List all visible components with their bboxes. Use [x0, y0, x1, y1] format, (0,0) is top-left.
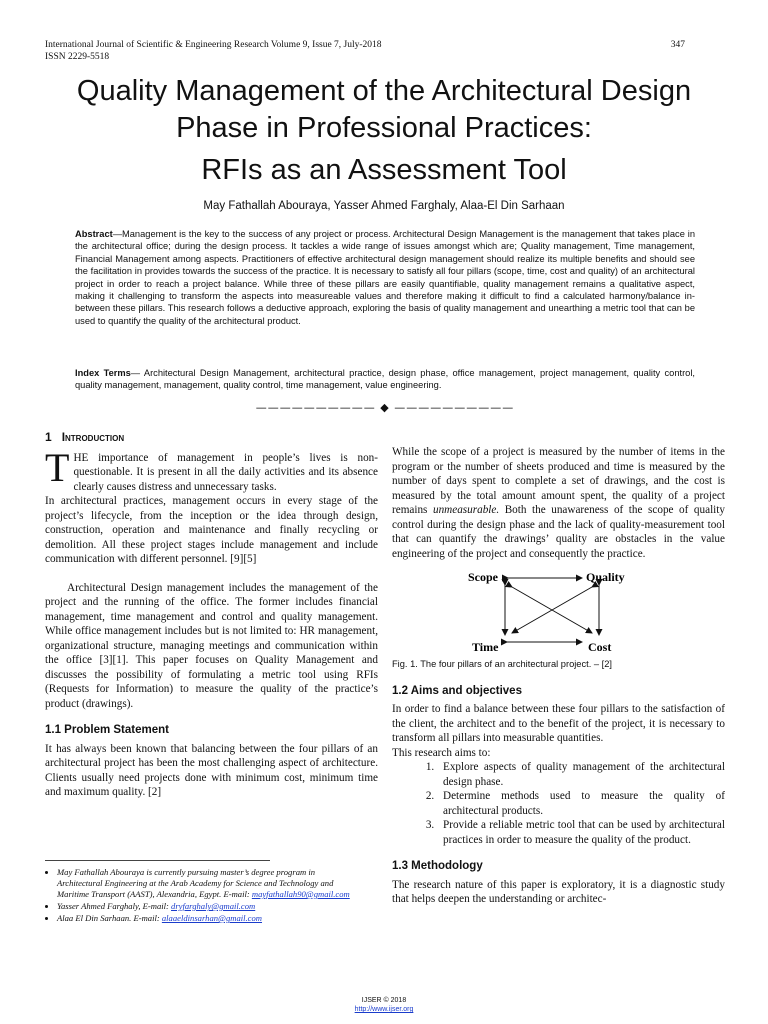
label-scope: Scope [468, 570, 498, 584]
copyright: IJSER © 2018 [361, 997, 407, 1004]
intro-heading [45, 430, 378, 445]
emphasis-unmeasurable: unmeasurable. [432, 504, 500, 516]
email-link[interactable]: alaaeldinsarhan@gmail.com [161, 913, 263, 923]
abstract [75, 228, 695, 327]
section-divider: —————————— ◆ —————————— [255, 401, 515, 414]
list-item: 3. Provide a reliable metric tool that can be used by architectural practices in order to measure the quality of the product. [437, 818, 725, 847]
label-time: Time [472, 640, 499, 654]
issn: ISSN 2229-5518 [45, 52, 110, 62]
journal-name: International Journal of Scientific & Engineering Research Volume 9, Issue 7, July-2018 [45, 40, 382, 50]
scope-paragraph: While the scope of a project is measured by the number of items in the program or the number of sheets produced and time is measured by the number of days spent to complete a set of drawings, and the cost is measured by the total amount amount spent, the quality of a project remains unmeasurable. Both the unawareness of the scope of quality control during the design phase and the lack of quality-measurement tool that can quantify the drawings’ quality are obstacles in the value engineering of the project and consequently the practice. [392, 446, 725, 560]
figure-caption: Fig. 1. The four pillars of an architectural project. – [2] [392, 659, 612, 669]
intro-number: 1 [45, 430, 52, 444]
aims-lead: This research aims to: [392, 746, 491, 759]
page-footer [300, 996, 468, 1014]
aims-heading: 1.2 Aims and objectives [392, 684, 522, 697]
aims-list [392, 760, 725, 847]
page-number: 347 [670, 40, 685, 50]
left-column [45, 430, 378, 800]
email-link[interactable]: dryfarghaly@gmail.com [171, 901, 256, 911]
title-line-1: Quality Management of the Architectural Design [76, 75, 692, 107]
running-head [45, 39, 685, 63]
label-cost: Cost [588, 640, 612, 654]
label-quality: Quality [586, 570, 625, 584]
four-pillars-diagram [392, 569, 725, 655]
footnote-rule [45, 860, 270, 861]
footnote-item: • Alaa El Din Sarhaan. E-mail: alaaeldinsarhan@gmail.com [57, 913, 355, 924]
paper-title [30, 73, 738, 189]
intro-paragraph-3: Architectural Design management includes the management of the project and the running of the office. The former includes financial management, time management and control and quality management. While office management includes but is not limited to: HR management, organizational structure, managing meetings and communication within the office [3][1]. This paper focuses on Quality Management and discusses the possibility of formulating a metric tool using RFIs (Requests for Information) to measure the quality of the practice’s product (drawings). [45, 581, 378, 710]
footnote-item: • Yasser Ahmed Farghaly, E-mail: dryfarghaly@gmail.com [57, 901, 355, 912]
email-link[interactable]: mayfathallah90@gmail.com [251, 889, 350, 899]
methodology-heading: 1.3 Methodology [392, 860, 483, 872]
index-terms-text: — Architectural Design Management, architectural practice, design phase, office management, project management, quality control, quality management, management, quality control, time management, value engineering. [75, 368, 695, 391]
problem-heading: 1.1 Problem Statement [45, 724, 169, 736]
footnote-item: • May Fathallah Abouraya is currently pursuing master’s degree program in Architectural Engineering at the Arab Academy for Science and Technology and Maritime Transport (AAST), Alexandria, Egypt. E-mail: mayfathallah90@gmail.com [57, 867, 355, 900]
problem-paragraph: It has always been known that balancing between the four pillars of an architectural project has been the most challenging aspect of architecture. Clients usually need projects done with minimum cost, minimum time and maximum quality. [2] [45, 742, 378, 798]
aims-paragraph: In order to find a balance between these four pillars to the satisfaction of the client, the architect and to the benefit of the project, it is necessary to transform all pillars into measurable quantities. [392, 703, 725, 744]
intro-paragraph-1: THE importance of management in people’s lives is non-questionable. It is present in all the daily activities and its absence clearly causes distress and unnecessary tasks. [45, 444, 378, 493]
author-list: May Fathallah Abouraya, Yasser Ahmed Farghaly, Alaa-El Din Sarhaan [203, 200, 565, 212]
abstract-text: —Management is the key to the success of any project or process. Architectural Design Management is the management that takes place in the architectural office; during the design process. It tackles a wide range of issues amongst which are; Quality management, Time management, Financial Management among aspects. Practitioners of effective architectural design management should realize its multiple benefits and should see the facilitation in provides towards the success of the practice. It is necessary to satisfy all four pillars (scope, time, cost and quality) of an architectural project in order to reach a project balance. While three of these pillars are easily quantifiable, quality management remains a qualitative aspect, making it challenging to transform the aspects into measureable values and therefore making it difficult to find a calculated harmony/balance in-between these pillars. This research follows a deductive approach, exploring the basis of quality management and unearthing a metric tool that can be used to quantify the quality of the architectural product. [75, 229, 695, 326]
intro-paragraph-2: In architectural practices, management occurs in every stage of the project’s lifecycle, from the inception or the idea through design, construction, operation and maintenance and finally recycling or demolition. All these project stages include management and include communication with different personnel. [9][5] [45, 495, 378, 565]
four-pillars-figure [392, 569, 725, 655]
list-item: 2. Determine methods used to measure the quality of architectural products. [437, 789, 725, 818]
footnotes [45, 867, 355, 925]
title-line-3: RFIs as an Assessment Tool [201, 154, 567, 186]
intro-title: Introduction [61, 430, 125, 444]
title-line-2: Phase in Professional Practices: [176, 112, 592, 144]
index-terms [75, 367, 695, 392]
index-terms-label: Index Terms [75, 368, 131, 378]
list-item: 1. Explore aspects of quality management of the architectural design phase. [437, 760, 725, 789]
abstract-label: Abstract [75, 229, 113, 239]
right-column [392, 445, 725, 907]
journal-url-link[interactable]: http://www.ijser.org [354, 1006, 414, 1013]
methodology-paragraph: The research nature of this paper is exploratory, it is a diagnostic study that helps deepen the understanding or architec- [392, 878, 725, 905]
drop-cap: T [45, 444, 70, 490]
